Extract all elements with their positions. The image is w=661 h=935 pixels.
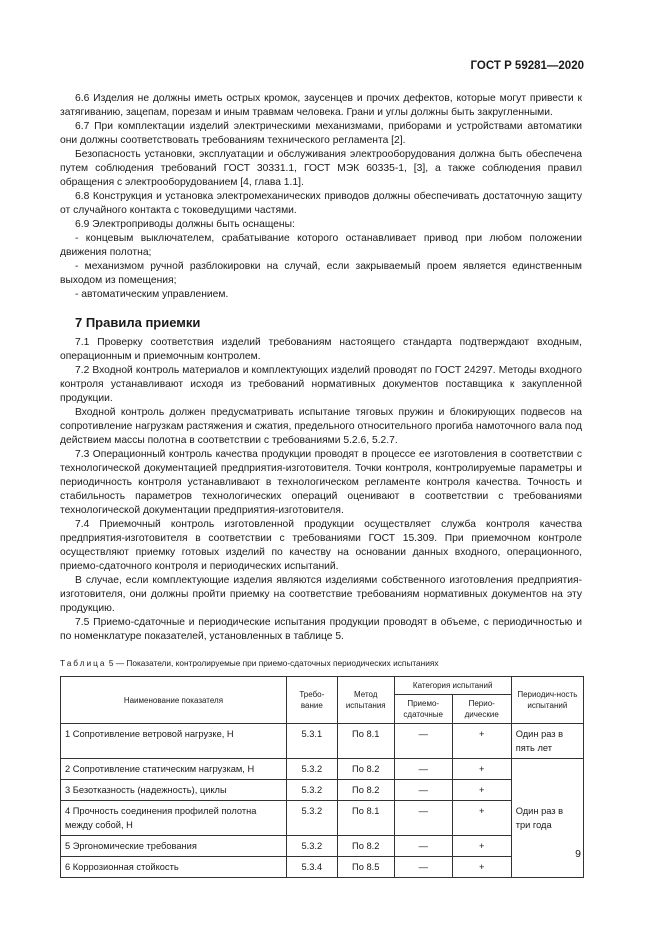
header-periodicity: Периодич-ность испытаний — [511, 677, 583, 724]
cell-method: По 8.2 — [337, 780, 394, 801]
cell-acceptance: — — [394, 724, 452, 759]
table-caption-text: 5 — Показатели, контролируемые при приемо-сдаточных периодических испытаниях — [108, 658, 439, 668]
list-item-automatic-control: - автоматическим управлением. — [75, 289, 229, 300]
header-requirement: Требо-вание — [286, 677, 337, 724]
list-item-limit-switch: - концевым выключателем, срабатывание которого останавливает привод при любом положении движения полотна; — [60, 233, 582, 258]
cell-name: 6 Коррозионная стойкость — [61, 857, 287, 878]
table-row — [61, 759, 584, 780]
table-row — [61, 836, 584, 857]
paragraph-6-8: 6.8 Конструкция и установка электромеханических приводов должны обеспечивать достаточную защиту от случайного контакта с токоведущими частями. — [60, 191, 582, 216]
cell-name: 2 Сопротивление статическим нагрузкам, Н — [61, 759, 287, 780]
cell-requirement: 5.3.4 — [286, 857, 337, 878]
cell-method: По 8.5 — [337, 857, 394, 878]
cell-name: 4 Прочность соединения профилей полотна между собой, Н — [61, 801, 287, 836]
cell-requirement: 5.3.1 — [286, 724, 337, 759]
cell-requirement: 5.3.2 — [286, 801, 337, 836]
table-row — [61, 801, 584, 836]
header-acceptance: Приемо-сдаточные — [394, 695, 452, 724]
cell-periodicity-first: Один раз в пять лет — [511, 724, 583, 759]
cell-requirement: 5.3.2 — [286, 759, 337, 780]
cell-method: По 8.1 — [337, 724, 394, 759]
paragraph-7-5: 7.5 Приемо-сдаточные и периодические испытания продукции проводят в объеме, с периодичностью и по номенклатуре показателей, установленных в таблице 5. — [60, 617, 582, 642]
indicators-table — [60, 676, 584, 878]
paragraph-6-9: 6.9 Электроприводы должны быть оснащены: — [75, 219, 295, 230]
header-method: Метод испытания — [337, 677, 394, 724]
cell-requirement: 5.3.2 — [286, 836, 337, 857]
cell-periodic: + — [452, 724, 511, 759]
header-name: Наименование показателя — [61, 677, 287, 724]
cell-acceptance: — — [394, 759, 452, 780]
cell-periodic: + — [452, 801, 511, 836]
paragraph-6-6: 6.6 Изделия не должны иметь острых кромок, заусенцев и прочих дефектов, которые могут привести к затягиванию, зацепам, порезам и иным травмам человека. Грани и углы должны быть закругленными. — [60, 93, 582, 118]
cell-acceptance: — — [394, 780, 452, 801]
paragraph-7-2: 7.2 Входной контроль материалов и комплектующих изделий проводят по ГОСТ 24297. Методы входного контроля устанавливают исходя из требований нормативных документов поставщика к закупленной продукции. — [60, 365, 582, 404]
table-caption-label: Таблица — [60, 658, 107, 668]
cell-name: 1 Сопротивление ветровой нагрузке, Н — [61, 724, 287, 759]
document-code: ГОСТ Р 59281—2020 — [470, 60, 584, 72]
cell-requirement: 5.3.2 — [286, 780, 337, 801]
cell-periodic: + — [452, 836, 511, 857]
cell-name: 5 Эргономические требования — [61, 836, 287, 857]
paragraph-own-components: В случае, если комплектующие изделия являются изделиями собственного изготовления предприятия-изготовителя, они должны пройти приемку на соответствие требованиям нормативных документов на эту продукцию. — [60, 575, 582, 614]
page-content — [60, 92, 582, 878]
page-number: 9 — [575, 848, 581, 860]
cell-method: По 8.2 — [337, 759, 394, 780]
header-category: Категория испытаний — [394, 677, 511, 695]
table-row — [61, 724, 584, 759]
cell-periodic: + — [452, 780, 511, 801]
cell-method: По 8.2 — [337, 836, 394, 857]
cell-method: По 8.1 — [337, 801, 394, 836]
cell-name: 3 Безотказность (надежность), циклы — [61, 780, 287, 801]
cell-acceptance: — — [394, 836, 452, 857]
cell-periodicity-rest: Один раз в три года — [511, 759, 583, 878]
paragraph-safety: Безопасность установки, эксплуатации и обслуживания электрооборудования должна быть обеспечена путем соблюдения требований ГОСТ 30331.1, ГОСТ МЭК 60335-1, [3], а также соблюдения правил обращения с электрооборудованием [4, глава 1.1]. — [60, 149, 582, 188]
cell-acceptance: — — [394, 801, 452, 836]
section-heading: 7 Правила приемки — [75, 315, 201, 330]
cell-periodic: + — [452, 857, 511, 878]
paragraph-7-4: 7.4 Приемочный контроль изготовленной продукции осуществляет служба контроля качества предприятия-изготовителя в соответствии с требованиями ГОСТ 15.309. При приемочном контроле осуществляют приемку готовых изделий по качеству на основании данных входного, операционного, приемо-сдаточного контроля и периодических испытаний. — [60, 519, 582, 572]
paragraph-6-7: 6.7 При комплектации изделий электрическими механизмами, приборами и устройствами автоматики они должны соответствовать требованиям технического регламента [2]. — [60, 121, 582, 146]
cell-acceptance: — — [394, 857, 452, 878]
table-row — [61, 780, 584, 801]
table-caption — [60, 656, 582, 670]
paragraph-7-1: 7.1 Проверку соответствия изделий требованиям настоящего стандарта подтверждают входным, операционным и приемочным контролем. — [60, 337, 582, 362]
table-row — [61, 857, 584, 878]
header-periodic: Перио-дические — [452, 695, 511, 724]
cell-periodic: + — [452, 759, 511, 780]
paragraph-incoming-control: Входной контроль должен предусматривать испытание тяговых пружин и блокирующих подвесов на сопротивление нагрузкам растяжения и сжатия, предельного относительного прогиба намоточного вала под действием массы полотна в соответствии с требованиями 5.2.6, 5.2.7. — [60, 407, 582, 446]
list-item-manual-release: - механизмом ручной разблокировки на случай, если закрываемый проем является единственным выходом из помещения; — [60, 261, 582, 286]
paragraph-7-3: 7.3 Операционный контроль качества продукции проводят в процессе ее изготовления в соответствии с технологической документацией предприятия-изготовителя. Точки контроля, контролируемые параметры и периодичность контроля устанавливают в технологическом регламенте контроля качества. Точность и стабильность параметров технологических операций оценивают в соответствии с требованиями технологической документации предприятия-изготовителя. — [60, 449, 582, 516]
